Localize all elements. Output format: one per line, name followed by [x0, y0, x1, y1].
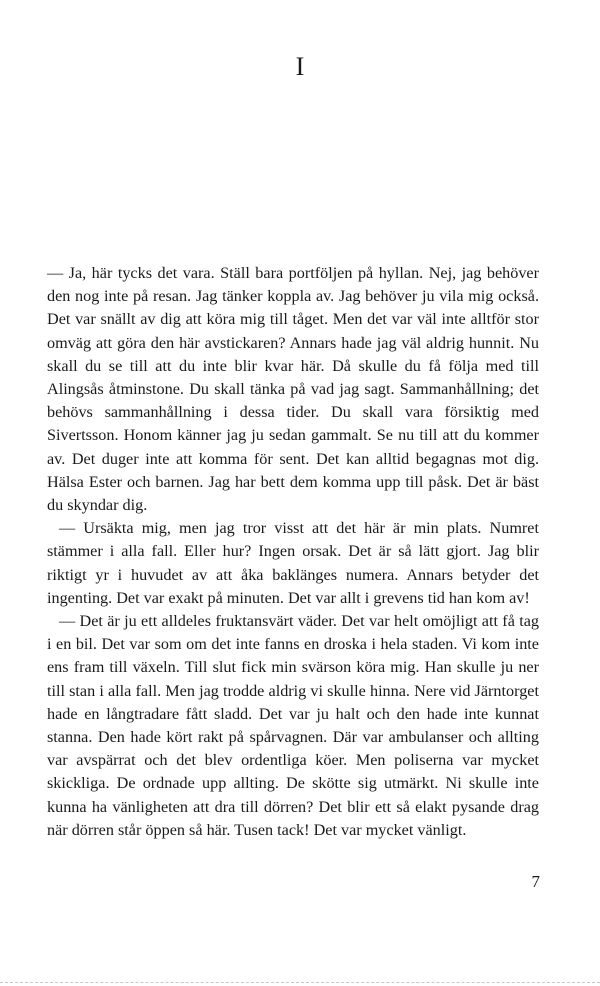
chapter-heading: I [295, 52, 305, 81]
paragraph: — Det är ju ett alldeles fruktansvärt väder. Det var helt omöjligt att få tag i en bil. Det var som om det inte fanns en droska i hela staden. Vi kom inte ens fram till växeln. Till slut fick min svärson köra mig. Han skulle ju ner till stan i alla fall. Men jag trodde aldrig vi skulle hinna. Nere vid Järntorget hade en långtradare fått sladd. Det var ju halt och den hade inte kunnat stanna. Den hade kört rakt på spårvagnen. Där var ambulanser och allting var avspärrat och det blev ordentliga köer. Men poliserna var mycket skickliga. De ordnade upp allting. De skötte sig utmärkt. Ni skulle inte kunna ha vänligheten att dra till dörren? Det blir ett så elakt pysande drag när dörren står öppen så här. Tusen tack! Det var mycket vänligt. [47, 612, 539, 839]
paragraph: — Ja, här tycks det vara. Ställ bara portföljen på hyllan. Nej, jag behöver den nog inte på resan. Jag tänker koppla av. Jag behöver ju vila mig också. Det var snällt av dig att köra mig till tåget. Men det var väl inte alltför stor omväg att göra den här avstickaren? Annars hade jag väl aldrig hunnit. Nu skall du se till att du inte blir kvar här. Då skulle du få följa med till Alingsås åtminstone. Du skall tänka på vad jag sagt. Sammanhållning; det behövs sammanhållning i dessa tider. Du skall vara försiktig med Sivertsson. Honom känner jag ju sedan gammalt. Se nu till att du kommer av. Det duger inte att komma för sent. Det kan alltid begagnas mot dig. Hälsa Ester och barnen. Jag har bett dem komma upp till påsk. Det är bäst du skyndar dig. [47, 264, 539, 515]
page-number: 7 [531, 872, 540, 891]
paragraph: — Ursäkta mig, men jag tror visst att det här är min plats. Numret stämmer i alla fall. Eller hur? Ingen orsak. Det är så lätt gjort. Jag blir riktigt yr i huvudet av att åka baklänges numera. Annars betyder det ingenting. Det var exakt på minuten. Det var allt i grevens tid han kom av! [47, 519, 539, 607]
body-text [47, 262, 539, 842]
page-edge-divider [0, 982, 600, 983]
